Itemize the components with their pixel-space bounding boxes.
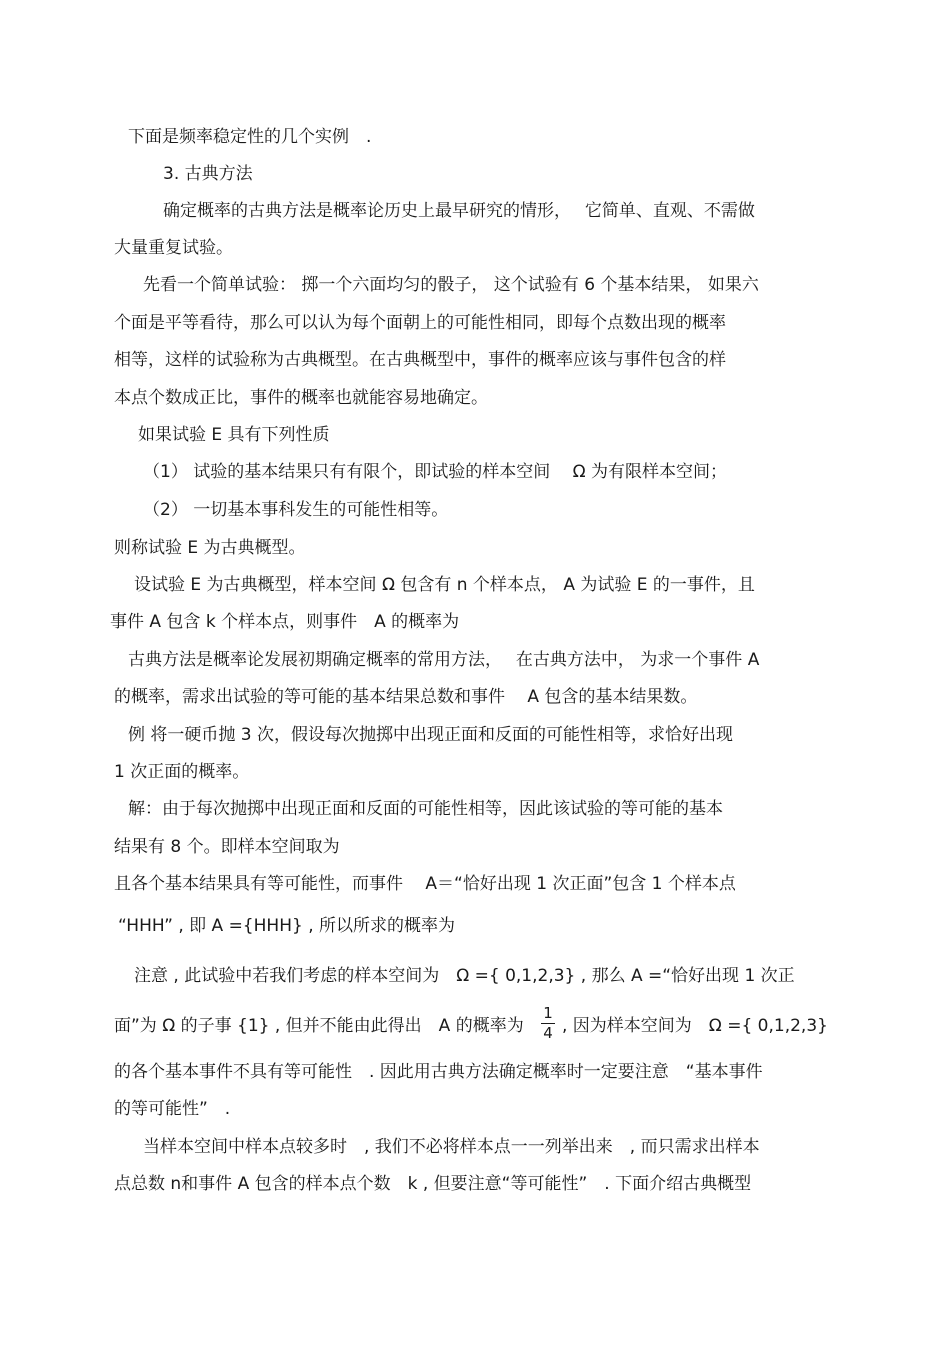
text-line: 且各个基本结果具有等可能性，而事件 A＝“恰好出现 1 次正面”包含 1 个样本点 (114, 874, 736, 894)
text-line: 确定概率的古典方法是概率论历史上最早研究的情形， 它简单、直观、不需做 (163, 201, 755, 221)
text-line: 例 将一硬币抛 3 次，假设每次抛掷中出现正面和反面的可能性相等，求恰好出现 (128, 725, 734, 745)
text-line: 的各个基本事件不具有等可能性 . 因此用古典方法确定概率时一定要注意 “基本事件 (114, 1062, 763, 1082)
text-line: 则称试验 E 为古典概型。 (114, 538, 306, 558)
fraction-denominator: 4 (543, 1024, 553, 1042)
text-line: 注意 , 此试验中若我们考虑的样本空间为 Ω ={ 0,1,2,3} , 那么 A =“恰好出现 1 次正 (134, 966, 795, 986)
text-line: 1 次正面的概率。 (114, 762, 250, 782)
list-item: （2） 一切基本事科发生的可能性相等。 (143, 500, 449, 520)
text-line: 个面是平等看待，那么可以认为每个面朝上的可能性相同，即每个点数出现的概率 (114, 313, 726, 333)
text-line: 点总数 n和事件 A 包含的样本点个数 k , 但要注意“等可能性” . 下面介绍古典概型 (114, 1174, 752, 1194)
text-line: 相等，这样的试验称为古典概型。在古典概型中，事件的概率应该与事件包含的样 (114, 350, 726, 370)
text-line: 当样本空间中样本点较多时 , 我们不必将样本点一一列举出来 , 而只需求出样本 (143, 1137, 760, 1157)
text-line: 下面是频率稳定性的几个实例 . (128, 127, 372, 147)
text-line: 本点个数成正比，事件的概率也就能容易地确定。 (114, 388, 488, 408)
text-line: 设试验 E 为古典概型，样本空间 Ω 包含有 n 个样本点， A 为试验 E 的一事件，且 (134, 575, 755, 595)
text-line: 事件 A 包含 k 个样本点，则事件 A 的概率为 (110, 612, 460, 632)
text-line: 的概率，需求出试验的等可能的基本结果总数和事件 A 包含的基本结果数。 (114, 687, 698, 707)
text-line: 古典方法是概率论发展初期确定概率的常用方法， 在古典方法中， 为求一个事件 A (128, 650, 760, 670)
text-line: 如果试验 E 具有下列性质 (138, 425, 330, 445)
text-line: , 因为样本空间为 Ω ={ 0,1,2,3} (562, 1016, 828, 1036)
list-item: （1） 试验的基本结果只有有限个，即试验的样本空间 Ω 为有限样本空间； (143, 462, 728, 482)
fraction (541, 1005, 555, 1042)
text-line: 结果有 8 个。即样本空间取为 (114, 837, 340, 857)
section-heading: 3. 古典方法 (163, 164, 253, 184)
text-line: 解：由于每次抛掷中出现正面和反面的可能性相等，因此该试验的等可能的基本 (128, 799, 723, 819)
text-line: “HHH” , 即 A ={HHH} , 所以所求的概率为 (118, 916, 456, 936)
text-line: 先看一个简单试验： 掷一个六面均匀的骰子， 这个试验有 6 个基本结果， 如果六 (143, 275, 759, 295)
text-line: 面”为 Ω 的子事 {1} , 但并不能由此得出 A 的概率为 (114, 1016, 524, 1036)
text-line: 大量重复试验。 (114, 238, 233, 258)
fraction-numerator: 1 (543, 1004, 553, 1022)
text-line: 的等可能性” . (114, 1099, 231, 1119)
